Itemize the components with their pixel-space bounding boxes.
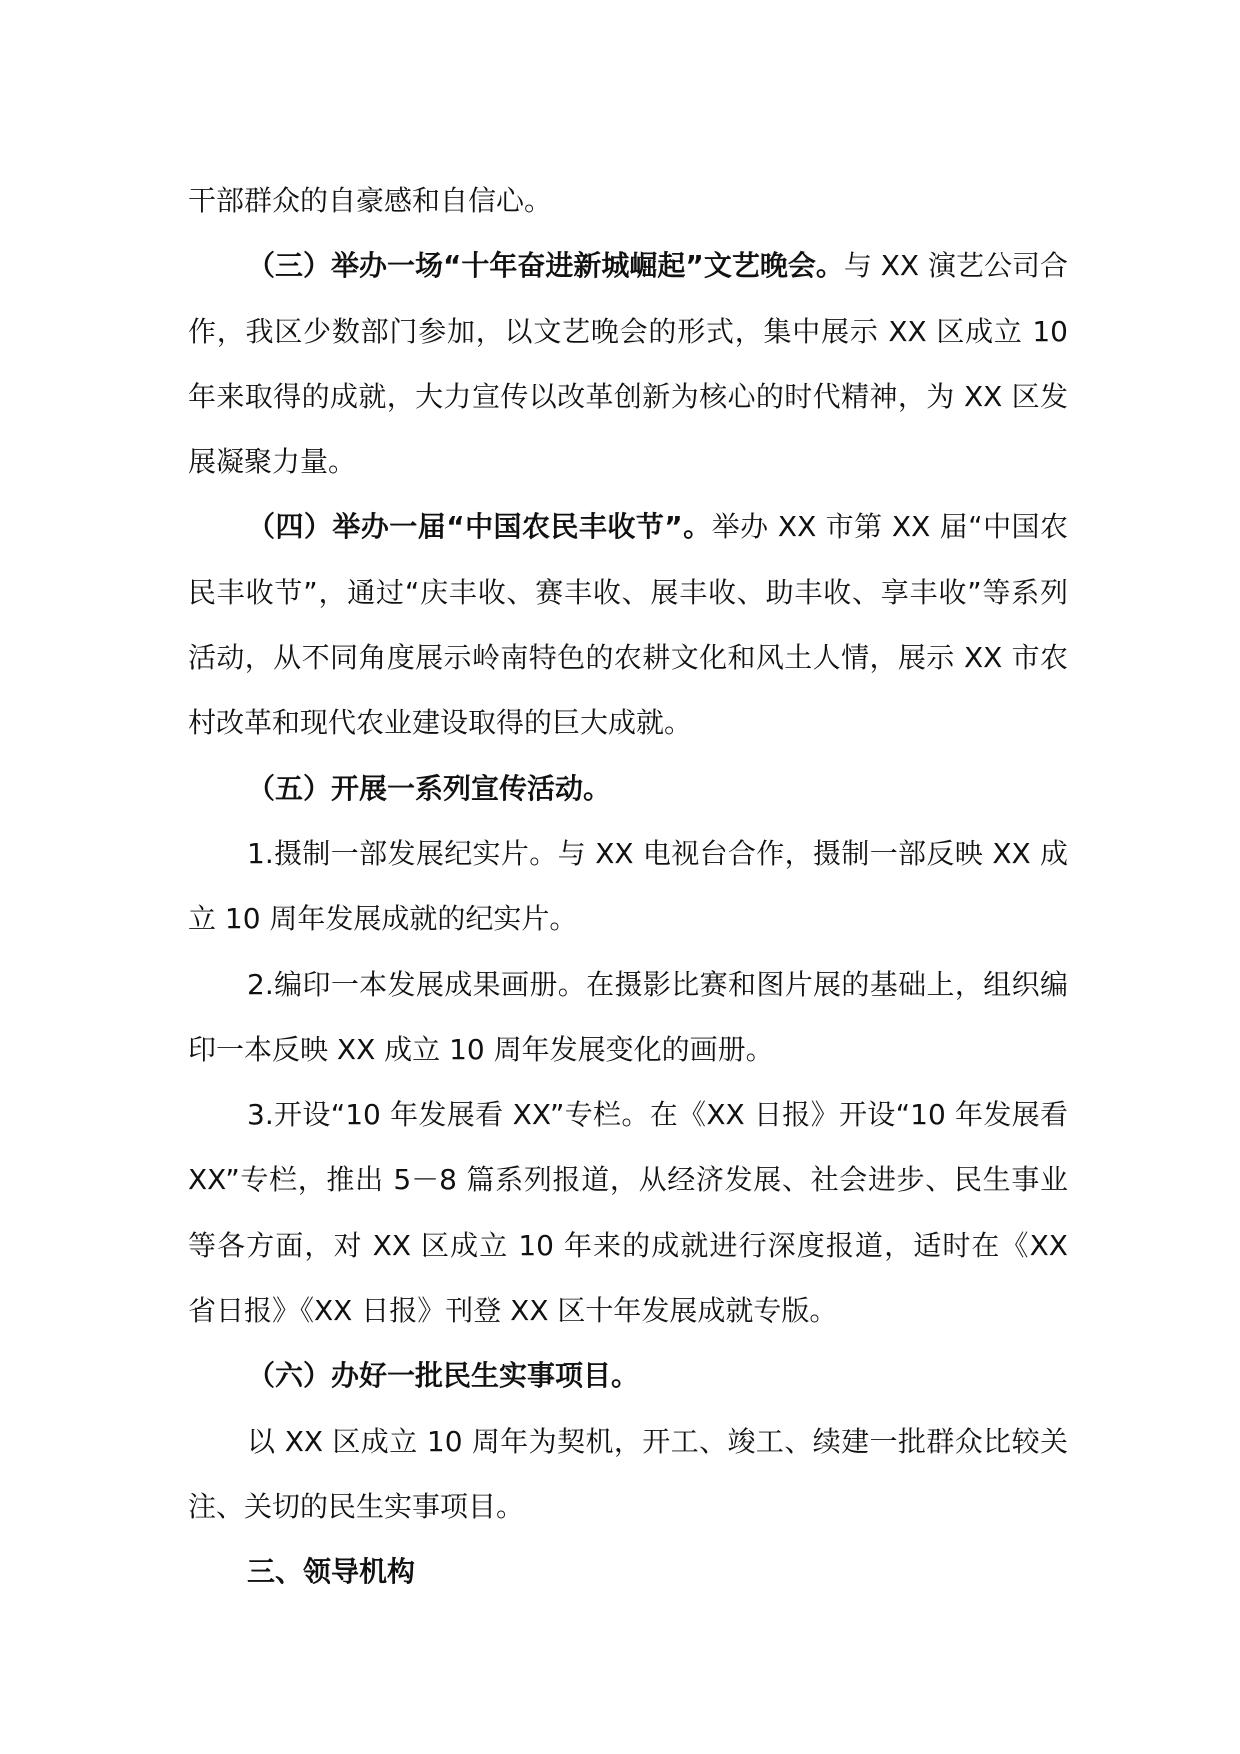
paragraph-livelihood [188,1409,1068,1540]
paragraph-text: 与 XX 演艺公司合作，我区少数部门参加，以文艺晚会的形式，集中展示 XX 区成立 10 年来取得的成就，大力宣传以改革创新为核心的时代精神，为 XX 区发展凝聚力量。 [188,249,1068,479]
section-heading: （五）开展一系列宣传活动。 [247,771,612,805]
paragraph-documentary [188,821,1068,952]
paragraph-gala [188,233,1068,494]
paragraph-text: 举办 XX 市第 XX 届“中国农民丰收节”，通过“庆丰收、赛丰收、展丰收、助丰收、享丰收”等系列活动，从不同角度展示岭南特色的农耕文化和风土人情，展示 XX 市农村改革和现代农业建设取得的巨大成就。 [188,510,1068,740]
section-heading: 三、领导机构 [247,1555,416,1589]
paragraph-column [188,1082,1068,1343]
paragraph-text: 2.编印一本发展成果画册。在摄影比赛和图片展的基础上，组织编印一本反映 XX 成立 10 周年发展变化的画册。 [188,967,1068,1066]
section-heading: （四）举办一届“中国农民丰收节”。 [247,510,712,544]
document-body [188,168,1068,1605]
paragraph-publicity-heading [188,756,1068,821]
paragraph-text: 以 XX 区成立 10 周年为契机，开工、竣工、续建一批群众比较关注、关切的民生实事项目。 [188,1424,1068,1523]
paragraph-livelihood-heading [188,1343,1068,1408]
paragraph-album [188,952,1068,1083]
paragraph-leadership-heading [188,1539,1068,1604]
section-heading: （三）举办一场“十年奋进新城崛起”文艺晚会。 [247,249,844,283]
paragraph-text: 干部群众的自豪感和自信心。 [188,184,553,217]
paragraph-text: 3.开设“10 年发展看 XX”专栏。在《XX 日报》开设“10 年发展看 XX”专栏，推出 5－8 篇系列报道，从经济发展、社会进步、民生事业等各方面，对 XX 区成立 10 年来的成就进行深度报道，适时在《XX 省日报》《XX 日报》刊登 XX 区十年发展成就专版。 [188,1098,1068,1328]
paragraph-harvest-festival [188,494,1068,755]
section-heading: （六）办好一批民生实事项目。 [247,1359,640,1393]
paragraph-continuation [188,168,1068,233]
paragraph-text: 1.摄制一部发展纪实片。与 XX 电视台合作，摄制一部反映 XX 成立 10 周年发展成就的纪实片。 [188,836,1068,936]
